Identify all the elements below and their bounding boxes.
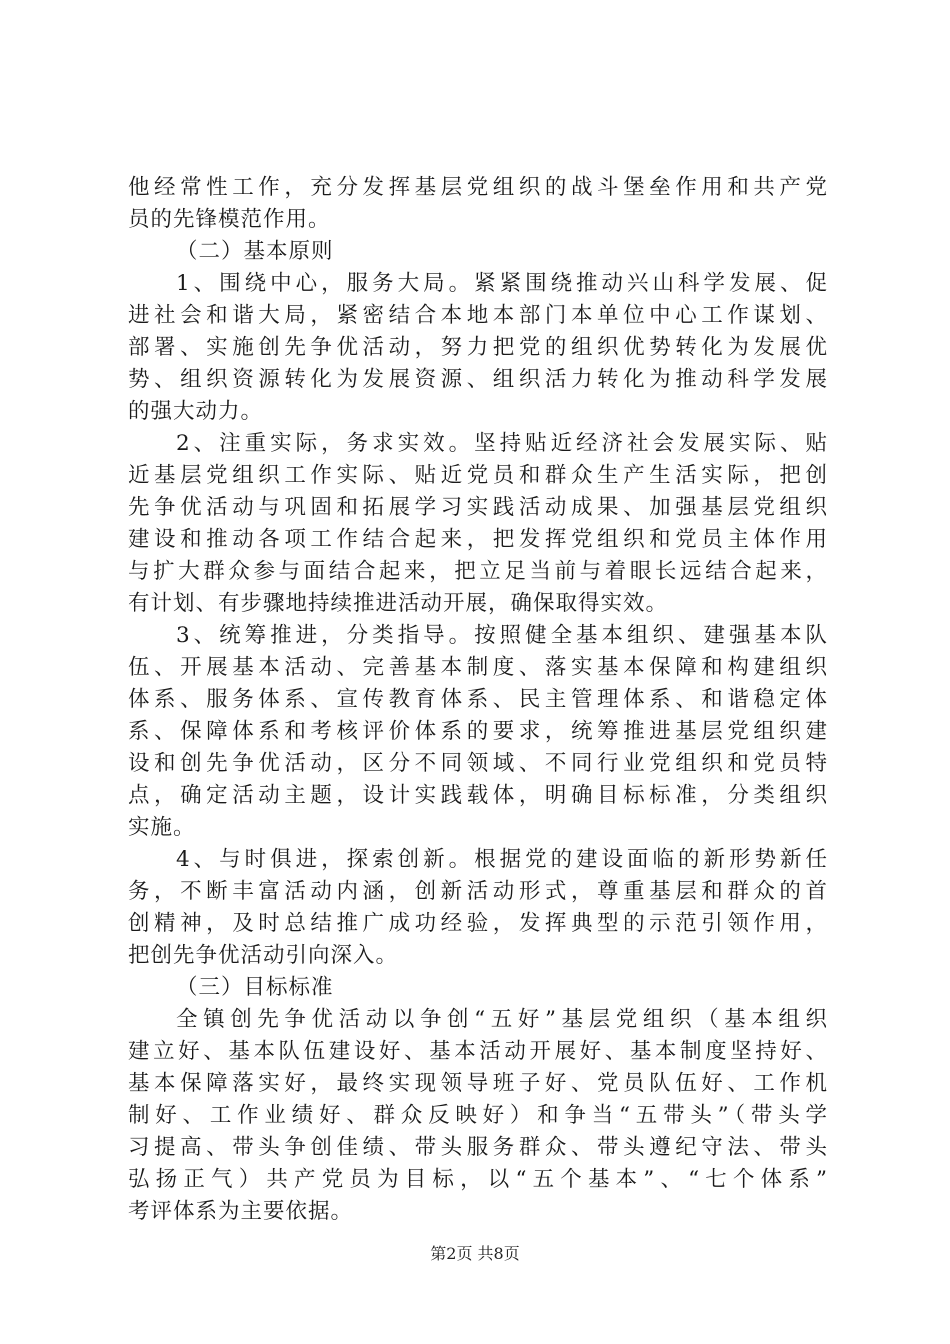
text-line: 先争优活动与巩固和拓展学习实践活动成果、加强基层党组织 bbox=[128, 495, 828, 520]
text-line: 的强大动力。 bbox=[128, 399, 264, 424]
text-line: 与扩大群众参与面结合起来，把立足当前与着眼长远结合起来， bbox=[128, 559, 828, 584]
document-body bbox=[128, 172, 828, 1228]
text-line: 部署、实施创先争优活动，努力把党的组织优势转化为发展优 bbox=[128, 335, 828, 360]
text-line: 制好、工作业绩好、群众反映好）和争当“五带头”（带头学 bbox=[128, 1103, 828, 1128]
text-line: 设和创先争优活动，区分不同领域、不同行业党组织和党员特 bbox=[128, 751, 828, 776]
text-line: 近基层党组织工作实际、贴近党员和群众生产生活实际，把创 bbox=[128, 463, 828, 488]
text-line: 员的先锋模范作用。 bbox=[128, 207, 331, 232]
section-heading: （三）目标标准 bbox=[176, 975, 334, 1000]
text-line: 考评体系为主要依据。 bbox=[128, 1199, 354, 1224]
text-line: 系、保障体系和考核评价体系的要求，统筹推进基层党组织建 bbox=[128, 719, 828, 744]
text-line: 弘扬正气）共产党员为目标，以“五个基本”、“七个体系” bbox=[128, 1167, 828, 1192]
text-line: 实施。 bbox=[128, 815, 196, 840]
text-line: 全镇创先争优活动以争创“五好”基层党组织（基本组织 bbox=[176, 1007, 828, 1032]
text-line: 把创先争优活动引向深入。 bbox=[128, 943, 399, 968]
text-line: 4、与时俱进，探索创新。根据党的建设面临的新形势新任 bbox=[176, 847, 828, 872]
page-number: 第2页 共8页 bbox=[430, 1244, 520, 1263]
text-line: 有计划、有步骤地持续推进活动开展，确保取得实效。 bbox=[128, 591, 669, 616]
text-line: 建设和推动各项工作结合起来，把发挥党组织和党员主体作用 bbox=[128, 527, 828, 552]
text-line: 习提高、带头争创佳绩、带头服务群众、带头遵纪守法、带头 bbox=[128, 1135, 828, 1160]
text-line: 基本保障落实好，最终实现领导班子好、党员队伍好、工作机 bbox=[128, 1071, 828, 1096]
text-line: 3、统筹推进，分类指导。按照健全基本组织、建强基本队 bbox=[176, 623, 828, 648]
text-line: 创精神，及时总结推广成功经验，发挥典型的示范引领作用， bbox=[128, 911, 828, 936]
text-line: 务，不断丰富活动内涵，创新活动形式，尊重基层和群众的首 bbox=[128, 879, 828, 904]
text-line: 他经常性工作，充分发挥基层党组织的战斗堡垒作用和共产党 bbox=[128, 175, 828, 200]
text-line: 建立好、基本队伍建设好、基本活动开展好、基本制度坚持好、 bbox=[128, 1039, 828, 1064]
page-footer bbox=[0, 1244, 950, 1264]
text-line: 伍、开展基本活动、完善基本制度、落实基本保障和构建组织 bbox=[128, 655, 828, 680]
text-line: 进社会和谐大局，紧密结合本地本部门本单位中心工作谋划、 bbox=[128, 303, 828, 328]
section-heading: （二）基本原则 bbox=[176, 239, 334, 264]
text-line: 2、注重实际，务求实效。坚持贴近经济社会发展实际、贴 bbox=[176, 431, 828, 456]
text-line: 1、围绕中心，服务大局。紧紧围绕推动兴山科学发展、促 bbox=[176, 271, 828, 296]
text-line: 点，确定活动主题，设计实践载体，明确目标标准，分类组织 bbox=[128, 783, 828, 808]
text-line: 势、组织资源转化为发展资源、组织活力转化为推动科学发展 bbox=[128, 367, 828, 392]
text-line: 体系、服务体系、宣传教育体系、民主管理体系、和谐稳定体 bbox=[128, 687, 828, 712]
